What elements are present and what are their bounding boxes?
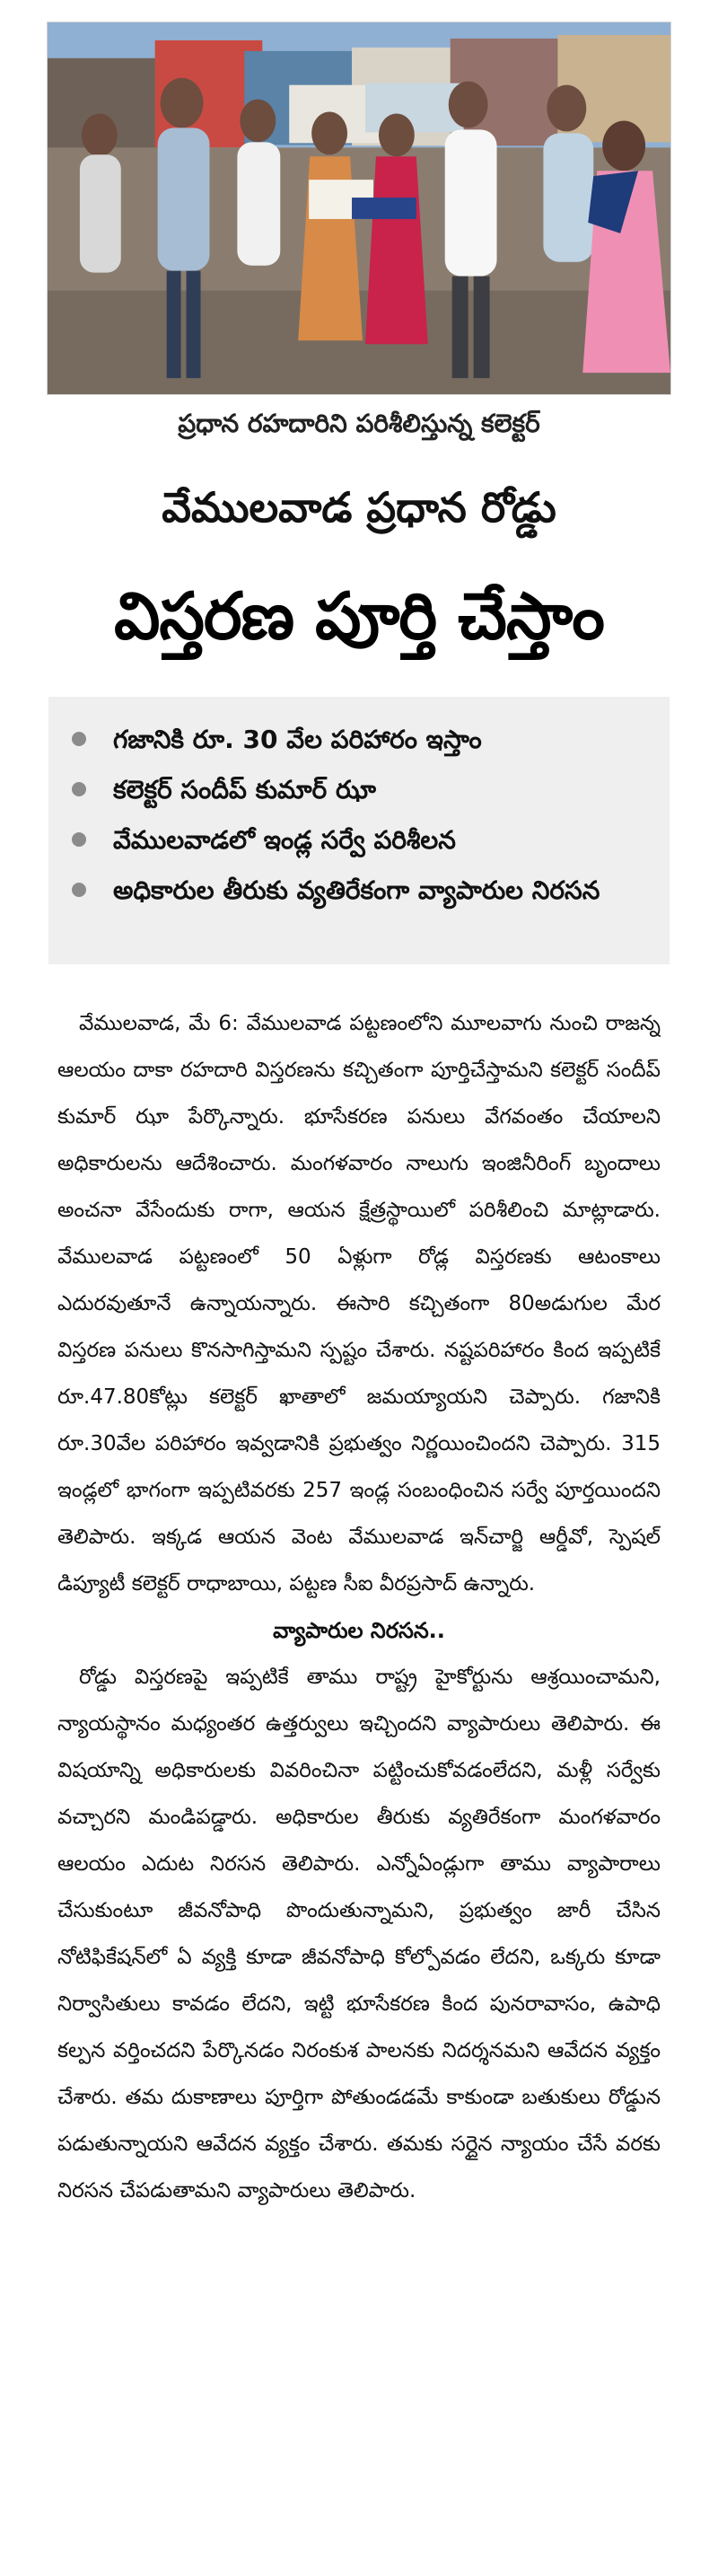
- section-title: వ్యాపారుల నిరసన..: [273, 1618, 445, 1643]
- highlight-item: [66, 718, 650, 763]
- photo-caption: ప్రధాన రహదారిని పరిశీలిస్తున్న కలెక్టర్: [178, 409, 540, 438]
- article-body: [57, 1000, 661, 2563]
- bullet-icon: [72, 782, 86, 796]
- highlight-item: [66, 869, 650, 914]
- article-paragraph: రోడ్డు విస్తరణపై ఇప్పటికే తాము రాష్ట్ర హైకోర్టును ఆశ్రయించామని, న్యాయస్థానం మధ్యంతర ఉత్తర్వులు ఇచ్చిందని వ్యాపారులు తెలిపారు. ఈ విషయాన్ని అధికారులకు వివరించినా పట్టించుకోవడంలేదని, మళ్లీ సర్వేకు వచ్చారని మండిపడ్డారు. అధికారుల తీరుకు వ్యతిరేకంగా మంగళవారం ఆలయం ఎదుట నిరసన తెలిపారు. ఎన్నోఏండ్లుగా తాము వ్యాపారాలు చేసుకుంటూ జీవనోపాధి పొందుతున్నామని, ప్రభుత్వం జారీ చేసిన నోటిఫికేషన్‌లో ఏ వ్యక్తి కూడా జీవనోపాధి కోల్పోవడం లేదని, ఒక్కరు కూడా నిర్వాసితులు కావడం లేదని, ఇట్టి భూసేకరణ కింద పునరావాసం, ఉపాధి కల్పన వర్తించదని పేర్కొనడం నిరంకుశ పాలనకు నిదర్శనమని ఆవేదన వ్యక్తం చేశారు. తమ దుకాణాలు పూర్తిగా పోతుండడమే కాకుండా బతుకులు రోడ్డున పడుతున్నాయని ఆవేదన వ్యక్తం చేశారు. తమకు సర్దైన న్యాయం చేసే వరకు నిరసన చేపడుతామని వ్యాపారులు తెలిపారు.: [57, 1666, 661, 2202]
- article-paragraph: వేములవాడ, మే 6: వేములవాడ పట్టణంలోని మూలవాగు నుంచి రాజన్న ఆలయం దాకా రహదారి విస్తరణను కచ్చితంగా పూర్తిచేస్తామని కలెక్టర్ సందీప్ కుమార్ ఝా పేర్కొన్నారు. భూసేకరణ పనులు వేగవంతం చేయాలని అధికారులను ఆదేశించారు. మంగళవారం నాలుగు ఇంజినీరింగ్ బృందాలు అంచనా వేసేందుకు రాగా, ఆయన క్షేత్రస్థాయిలో పరిశీలించి మాట్లాడారు. వేములవాడ పట్టణంలో 50 ఏళ్లుగా రోడ్ల విస్తరణకు ఆటంకాలు ఎదురవుతూనే ఉన్నాయన్నారు. ఈసారి కచ్చితంగా 80అడుగుల మేర విస్తరణ పనులు కొనసాగిస్తామని స్పష్టం చేశారు. నష్టపరిహారం కింద ఇప్పటికే రూ.47.80కోట్లు కలెక్టర్ ఖాతాలో జమయ్యాయని చెప్పారు. గజానికి రూ.30వేల పరిహారం ఇవ్వడానికి ప్రభుత్వం నిర్ణయించిందని చెప్పారు. 315 ఇండ్లలో భాగంగా ఇప్పటివరకు 257 ఇండ్ల సంబంధించిన సర్వే పూర్తయిందని తెలిపారు. ఇక్కడ ఆయన వెంట వేములవాడ ఇన్‌చార్జి ఆర్డీవో, స్పెషల్ డిప్యూటీ కలెక్టర్ రాధాబాయి, పట్టణ సీఐ వీరప్రసాద్ ఉన్నారు.: [57, 1012, 661, 1596]
- highlight-text: గజానికి రూ. 30 వేల పరిహారం ఇస్తాం: [113, 725, 482, 754]
- street-scene-image: [48, 22, 670, 394]
- news-photo: [47, 22, 671, 395]
- highlight-text: అధికారుల తీరుకు వ్యతిరేకంగా వ్యాపారుల నిరసన: [113, 875, 600, 905]
- highlight-text: వేములవాడలో ఇండ్ల సర్వే పరిశీలన: [113, 825, 456, 855]
- highlight-text: కలెక్టర్ సందీప్ కుమార్ ఝా: [113, 775, 376, 804]
- highlight-item: [66, 769, 650, 813]
- highlight-item: [66, 819, 650, 864]
- bullet-icon: [72, 832, 86, 847]
- highlights-box: [48, 697, 670, 964]
- headline-title: విస్తరణ పూర్తి చేస్తాం: [114, 578, 604, 654]
- headline-subtitle: వేములవాడ ప్రధాన రోడ్డు: [162, 483, 556, 532]
- bullet-icon: [72, 732, 86, 746]
- bullet-icon: [72, 883, 86, 897]
